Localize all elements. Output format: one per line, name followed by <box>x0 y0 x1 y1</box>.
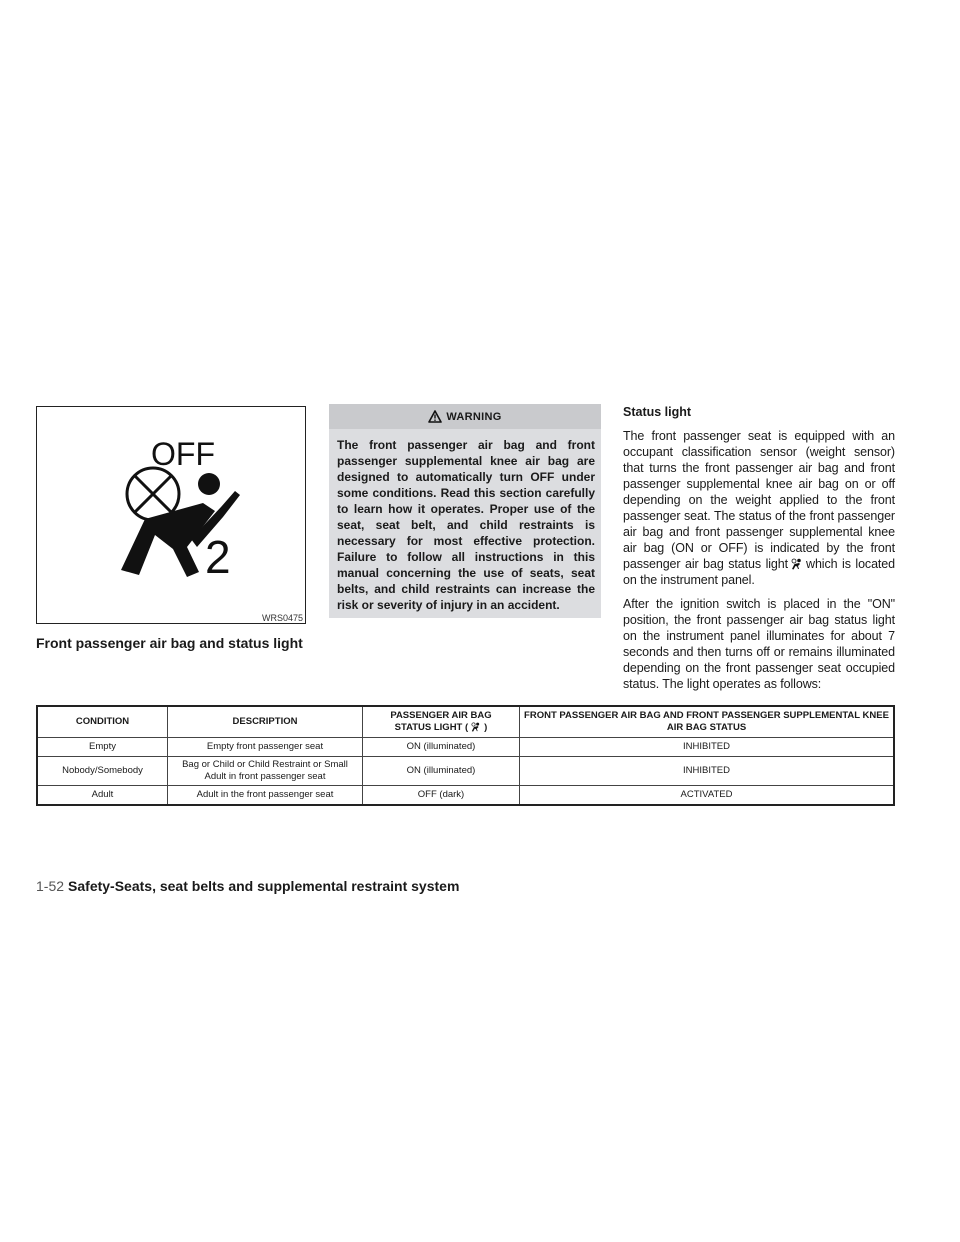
warning-header <box>329 404 601 429</box>
figure-caption: Front passenger air bag and status light <box>36 635 303 651</box>
header-status-light-close: ) <box>484 722 488 733</box>
table-row <box>37 786 894 806</box>
header-status-light <box>363 706 520 738</box>
section-title: Safety-Seats, seat belts and supplemental restraint system <box>68 878 460 894</box>
header-status-light-line1: PASSENGER AIR BAG <box>390 710 492 721</box>
table-row <box>37 738 894 757</box>
cell-condition: Nobody/Somebody <box>37 757 168 786</box>
figure-seat-number: 2 <box>205 531 231 583</box>
warning-box <box>329 404 601 618</box>
page-footer <box>36 878 459 894</box>
cell-light: OFF (dark) <box>363 786 520 806</box>
cell-description: Empty front passenger seat <box>168 738 363 757</box>
figure-off-text: OFF <box>151 436 215 472</box>
cell-status: INHIBITED <box>520 757 895 786</box>
airbag-condition-table <box>36 705 895 806</box>
header-condition: CONDITION <box>37 706 168 738</box>
status-light-heading: Status light <box>623 405 692 419</box>
airbag-status-figure <box>36 406 306 624</box>
table-header-row <box>37 706 894 738</box>
status-paragraph-1 <box>623 428 895 588</box>
status-light-section <box>623 404 895 700</box>
header-description: DESCRIPTION <box>168 706 363 738</box>
cell-status: ACTIVATED <box>520 786 895 806</box>
cell-light: ON (illuminated) <box>363 738 520 757</box>
table-row <box>37 757 894 786</box>
status-paragraph-2: After the ignition switch is placed in the "ON" position, the front passenger air bag status light on the instrument panel illuminates for about 7 seconds and then turns off or remains illuminated depending on the front passenger seat occupied status. The light operates as follows: <box>623 597 895 691</box>
warning-text: The front passenger air bag and front passenger supplemental knee air bag are designed to automatically turn OFF under some conditions. Read this section carefully to learn how it operates. Proper use of the seat, seat belt, and child restraints is necessary for most effective protection. Failure to follow all instructions in this manual concerning the use of seats, seat belts, and child restraints can increase the risk or severity of injury in an accident. <box>337 438 595 612</box>
warning-title: WARNING <box>446 410 502 423</box>
cell-description: Adult in the front passenger seat <box>168 786 363 806</box>
airbag-off-illustration <box>37 407 305 623</box>
cell-status: INHIBITED <box>520 738 895 757</box>
cell-light: ON (illuminated) <box>363 757 520 786</box>
page-number: 1-52 <box>36 878 65 894</box>
passenger-airbag-status-icon <box>791 558 803 570</box>
passenger-airbag-status-icon <box>471 722 481 732</box>
figure-code: WRS0475 <box>261 613 303 623</box>
status-paragraph-1-start: The front passenger seat is equipped with an occupant classification sensor (weight sensor) that turns the front passenger air bag and front passenger supplemental knee air bag on or off depending on the weight applied to the front passenger seat. The status of the front passenger air bag and front passenger supplemental knee air bag (ON or OFF) is indicated by the front passenger air bag status light <box>623 429 895 571</box>
cell-description: Bag or Child or Child Restraint or Small Adult in front passenger seat <box>168 757 363 786</box>
cell-condition: Adult <box>37 786 168 806</box>
warning-triangle-icon <box>428 410 442 423</box>
header-airbag-status: FRONT PASSENGER AIR BAG AND FRONT PASSENGER SUPPLEMENTAL KNEE AIR BAG STATUS <box>520 706 895 738</box>
cell-condition: Empty <box>37 738 168 757</box>
header-status-light-line2: STATUS LIGHT ( <box>394 722 469 733</box>
status-paragraph-1-end: which is located on the instrument panel. <box>623 557 896 587</box>
